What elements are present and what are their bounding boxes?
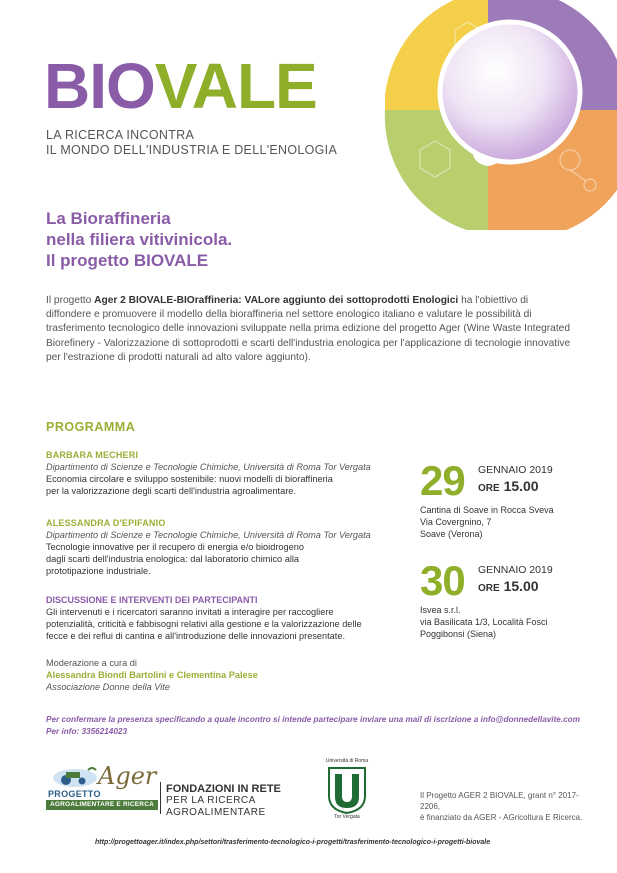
intro-project-name: Ager 2 BIOVALE-BIOraffineria: VALore aggiunto dei sottoprodotti Enologici: [94, 295, 459, 306]
grant-line1: Il Progetto AGER 2 BIOVALE, grant n° 2017-2206,: [420, 791, 579, 811]
speaker-dept: Dipartimento di Scienze e Tecnologie Chimiche, Università di Roma Tor Vergata: [46, 530, 371, 540]
headline-line2: nella filiera vitivinicola.: [46, 230, 233, 249]
ager-word: Ager: [98, 762, 157, 790]
ager-logo: [46, 762, 161, 812]
shield-icon: [327, 766, 367, 814]
discussion-line: fecce e dei reflui di cantina e all'introduzione delle innovazioni presentate.: [46, 631, 346, 641]
venue: [420, 604, 600, 640]
tagline-line1: LA RICERCA INCONTRA: [46, 128, 195, 142]
talk-line: dagli scarti dell'industria enologica: dal laboratorio chimico alla: [46, 554, 300, 564]
invite-phone: Per info: 3356214023: [46, 727, 128, 736]
intro-body: ha l'obiettivo di diffondere e promuovere il modello della bioraffineria nel settore enologico italiano e valutare le possibilità di trasferimento tecnologico delle innovazioni sviluppate nella prima edizione del progetto Ager (Wine Waste Integrated Biorefinery - Valorizzazione di sottoprodotti e scarti dell'industria enologica per l'applicazione di tecnologie innovative per l'estrazione di prodotti naturali ad alto valore aggiunto).: [46, 295, 571, 363]
speaker-dept: Dipartimento di Scienze e Tecnologie Chimiche, Università di Roma Tor Vergata: [46, 462, 371, 472]
venue-line: Soave (Verona): [420, 529, 483, 539]
invite-text: [46, 714, 586, 738]
moderation-names: Alessandra Biondi Bartolini e Clementina Palese: [46, 670, 258, 680]
date-time: [478, 578, 539, 594]
tagline: [46, 128, 337, 158]
logo-divider: [160, 782, 161, 814]
biovale-title: [44, 50, 317, 122]
tractor-icon: [52, 766, 98, 788]
grant-line2: è finanziato da AGER - AGricoltura E Ricerca.: [420, 813, 583, 822]
venue-line: via Basilicata 1/3, Località Fosci: [420, 617, 548, 627]
tor-vergata-logo: [318, 758, 376, 822]
intro-lead: Il progetto: [46, 295, 95, 306]
intro-paragraph: [46, 294, 576, 365]
programma-heading: PROGRAMMA: [46, 420, 136, 434]
venue: [420, 504, 600, 540]
speaker-block-2: [46, 517, 396, 577]
uni-top-text: Università di Roma: [325, 758, 369, 764]
venue-line: Poggibonsi (Siena): [420, 629, 497, 639]
headline: [46, 208, 232, 271]
title-bio: BIO: [44, 50, 155, 122]
venue-line: Isvea s.r.l.: [420, 605, 461, 615]
headline-line3: Il progetto BIOVALE: [46, 251, 209, 270]
tagline-line2: IL MONDO DELL'INDUSTRIA E DELL'ENOLOGIA: [46, 143, 338, 157]
title-vale: VALE: [154, 50, 317, 122]
fondazione-line2: PER LA RICERCA: [166, 795, 256, 806]
discussion-line: potenzialità, criticità e fabbisogni relativi alla gestione e la valorizzazione delle: [46, 619, 362, 629]
speaker-block-1: [46, 449, 396, 497]
invite-line1: [46, 714, 586, 726]
moderation-heading: Moderazione a cura di: [46, 658, 137, 668]
email-link[interactable]: info@donnedellavite.com: [480, 715, 580, 724]
talk-line: Tecnologie innovative per il recupero di energia e/o bioidrogeno: [46, 542, 304, 552]
fondazione-logo: [166, 783, 281, 819]
fondazione-line3: AGROALIMENTARE: [166, 807, 266, 818]
time-value: 15.00: [503, 578, 539, 594]
ager-progetto: PROGETTO: [48, 789, 101, 799]
fondazione-line1: FONDAZIONI IN RETE: [166, 783, 281, 795]
central-sphere: [440, 22, 580, 162]
date-day: 30: [420, 557, 465, 604]
talk-line: prototipazione industriale.: [46, 566, 151, 576]
ore-label: ORE: [478, 483, 500, 494]
discussion-block: [46, 594, 406, 642]
discussion-line: Gli intervenuti e i ricercatori saranno invitati a interagire per raccogliere: [46, 607, 334, 617]
grant-text: [420, 790, 590, 823]
invite-text-lead: Per confermare la presenza specificando a quale incontro si intende partecipare inviare una mail di iscrizione a: [46, 715, 481, 724]
date-month-year: GENNAIO 2019: [478, 564, 553, 576]
headline-line1: La Bioraffineria: [46, 209, 171, 228]
footer-url-link[interactable]: http://progettoager.it/index.php/settori/trasferimento-tecnologico-i-progetti/trasferimento-tecnologico-i-progetti-biovale: [95, 839, 491, 846]
ore-label: ORE: [478, 583, 500, 594]
ager-sub: AGROALIMENTARE E RICERCA: [46, 800, 158, 810]
date-day: 29: [420, 457, 465, 504]
moderation-block: [46, 657, 396, 693]
time-value: 15.00: [503, 478, 539, 494]
moderation-association: Associazione Donne della Vite: [46, 682, 170, 692]
speaker-name: BARBARA MECHERI: [46, 450, 139, 460]
talk-line: Economia circolare e sviluppo sostenibile: nuovi modelli di bioraffineria: [46, 474, 333, 484]
venue-line: Cantina di Soave in Rocca Sveva: [420, 505, 554, 515]
speaker-name: ALESSANDRA D'EPIFANIO: [46, 518, 166, 528]
uni-bottom-text: Tor Vergata: [334, 814, 360, 820]
talk-line: per la valorizzazione degli scarti dell'industria agroalimentare.: [46, 486, 296, 496]
discussion-heading: DISCUSSIONE E INTERVENTI DEI PARTECIPANTI: [46, 595, 258, 605]
date-time: [478, 478, 539, 494]
venue-line: Via Covergnino, 7: [420, 517, 492, 527]
puzzle-circle-graphic: [360, 0, 617, 230]
date-month-year: GENNAIO 2019: [478, 464, 553, 476]
